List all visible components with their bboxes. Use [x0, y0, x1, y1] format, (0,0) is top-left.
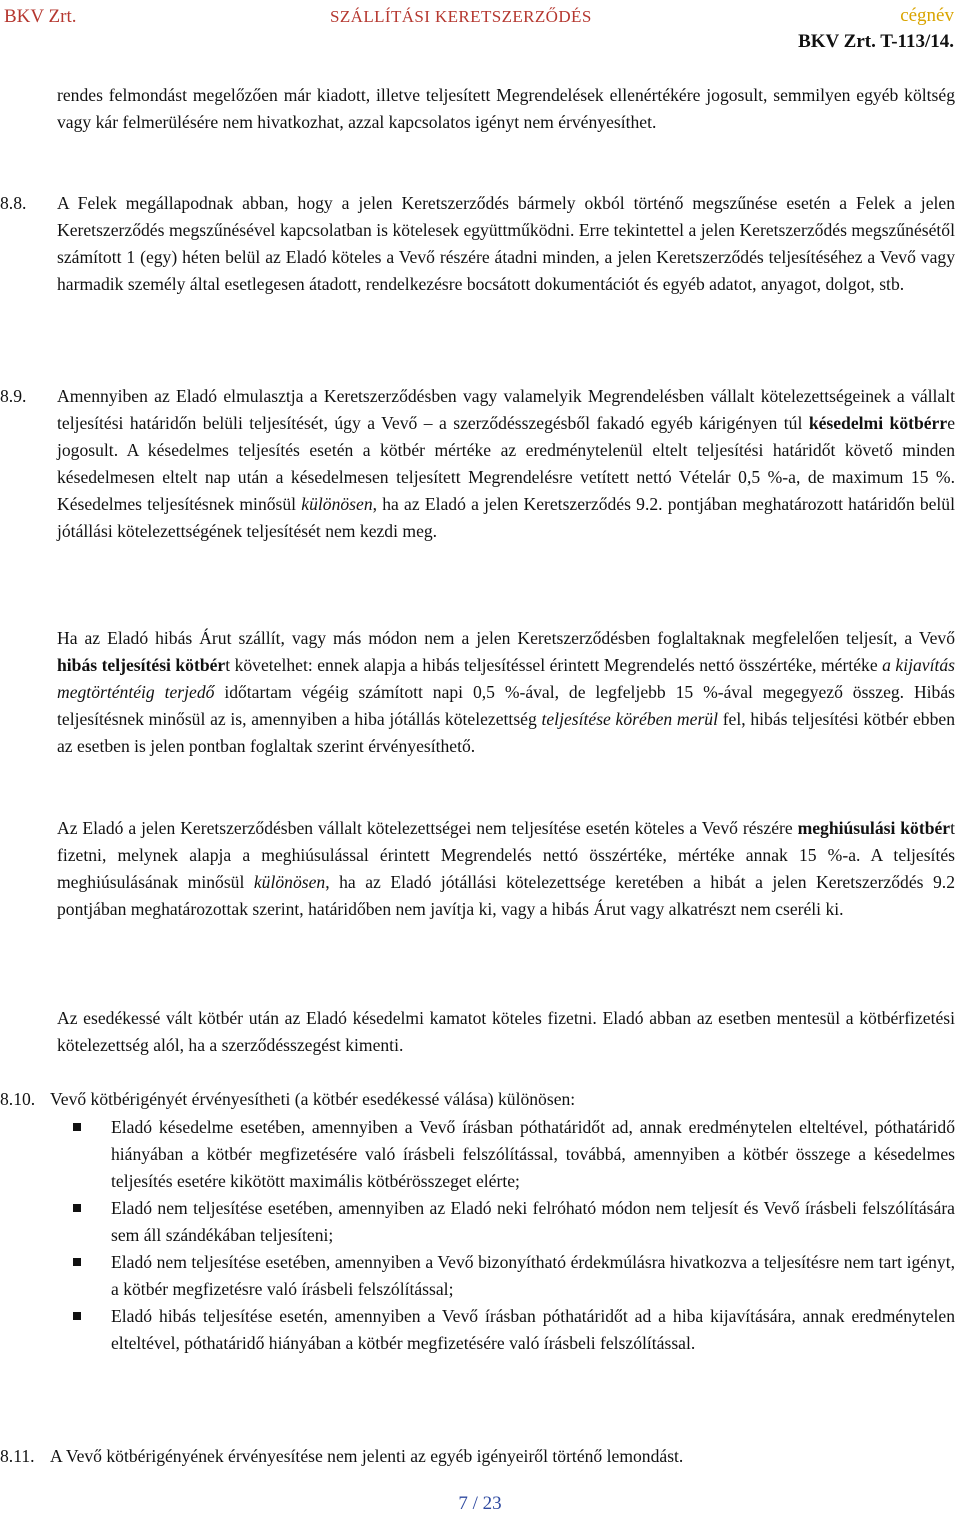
italic-run: különösen — [301, 494, 373, 514]
list-item-text: Eladó késedelme esetében, amennyiben a Vevő írásban póthatáridőt ad, annak eredménytelen elteltével, póthatáridő hiányában a kötbér megfizetésére való írásbeli felszólítással, továbbá, amennyiben a kötbér összege a késedelmes teljesítés esetére kikötött maximális kötbérösszeget elérte; — [111, 1117, 955, 1191]
header-reference: BKV Zrt. T-113/14. — [798, 31, 954, 52]
text-run: , ha az Eladó jótállási kötelezettsége keretében a hibát a jelen Keretszerződés 9.2 pontjában meghatározottak szerint, határidőben nem javítja ki, vagy a hibás Árut vagy alkatrészt nem cseréli ki. — [57, 872, 956, 919]
list-item — [0, 1114, 960, 1195]
italic-run: különösen — [253, 872, 326, 892]
paragraph-kesedelmi-kamat: Az esedékessé vált kötbér után az Eladó késedelmi kamatot köteles fizetni. Eladó abban az esetben mentesül a kötbérfizetési kötelezettség alól, ha a szerződésszegést kimenti. — [57, 1008, 955, 1055]
text-run: Az Eladó a jelen Keretszerződésben vállalt kötelezettségei nem teljesítése esetén köteles a Vevő részére — [57, 818, 798, 838]
italic-run: a kijavítás megtörténtéig terjedő — [57, 655, 955, 702]
text-run: fel, hibás teljesítési kötbér ebben az esetben is jelen pontban foglaltak szerint érvényesíthető. — [57, 709, 955, 756]
section-8-8-text: A Felek megállapodnak abban, hogy a jelen Keretszerződés bármely okból történő megszűnése esetén a Felek a jelen Keretszerződés megszűnésével kapcsolatban is kötelesek együttműködni. Erre tekintettel a jelen Keretszerződés megszűnésétől számított 1 (egy) héten belül az Eladó köteles a Vevő részére átadni minden, a jelen Keretszerződés teljesítéséhez a Vevő vagy harmadik személy által esetlegesen átadott, rendelkezésre bocsátott dokumentációt és egyéb adatot, anyagot, dolgot, stb. — [57, 193, 955, 294]
square-bullet-icon — [73, 1204, 81, 1212]
text-run: időtartam végéig számított napi 0,5 %-ával, de legfeljebb 15 %-ával megegyező összeg. Hibás teljesítésnek minősül az is, amennyiben a hiba jótállás kötelezettség — [57, 682, 956, 729]
list-item — [0, 1303, 960, 1357]
page-number: 7 / 23 — [458, 1493, 502, 1514]
bold-run: hibás teljesítési kötbér — [57, 655, 226, 675]
list-item-text: Eladó hibás teljesítése esetén, amennyiben a Vevő írásban póthatáridőt ad a hiba kijavítására, annak eredménytelen elteltével, póthatáridő hiányában a kötbér megfizetésére való írásbeli felszólítással. — [111, 1306, 955, 1353]
text-run: e jogosult. A késedelmes teljesítés esetén a kötbér mértéke az eredménytelenül eltelt teljesítési határidőt követő minden késedelmesen eltelt nap után a késedelmesen teljesített Megrendelésre vetített nettó Vételár 0,5 %-a, de maximum 15 %. Késedelmes teljesítésnek minősül — [57, 413, 955, 514]
section-number-8-8: 8.8. — [0, 193, 27, 213]
header-company: BKV Zrt. — [4, 6, 77, 27]
text-run: t fizetni, melynek alapja a meghiúsulással érintett Megrendelés nettó összértéke, mértéke annak 15 %-a. A teljesítés meghiúsulásának minősül — [57, 818, 955, 892]
list-item-text: Eladó nem teljesítése esetében, amennyiben az Eladó neki felróható módon nem teljesít és Vevő írásbeli felszólítására sem áll szándékában teljesíteni; — [111, 1198, 955, 1245]
italic-run: teljesítése körében merül — [541, 709, 718, 729]
header-brand: cégnév — [900, 5, 954, 26]
list-item-text: Eladó nem teljesítése esetében, amennyiben a Vevő bizonyítható érdekmúlásra hivatkozva a teljesítésre nem tart igényt, a kötbér megfizetésre való írásbeli felszólítással; — [111, 1252, 955, 1299]
text-run: Ha az Eladó hibás Árut szállít, vagy más módon nem a jelen Keretszerződésben foglaltaknak megfelelően teljesít, a Vevő — [57, 628, 955, 648]
condition-list — [0, 1114, 960, 1357]
bold-run: késedelmi kötbérr — [808, 413, 948, 433]
section-8-11-text: A Vevő kötbérigényének érvényesítése nem jelenti az egyéb igényeiről történő lemondást. — [50, 1446, 684, 1466]
square-bullet-icon — [73, 1258, 81, 1266]
section-8-10-text: Vevő kötbérigényét érvényesítheti (a kötbér esedékessé válása) különösen: — [50, 1089, 576, 1109]
section-number-8-10: 8.10. — [0, 1089, 36, 1109]
list-item — [0, 1195, 960, 1249]
page-header — [0, 0, 960, 54]
paragraph-meghiusulas — [57, 815, 955, 923]
square-bullet-icon — [73, 1312, 81, 1320]
text-run: , ha az Eladó a jelen Keretszerződés 9.2. pontjában meghatározott határidőn belül jótállási kötelezettségének teljesítését nem kezdi meg. — [57, 494, 955, 541]
text-run: t követelhet: ennek alapja a hibás teljesítéssel érintett Megrendelés nettó összértéke, mértéke — [225, 655, 883, 675]
list-item — [0, 1249, 960, 1303]
text-run: Amennyiben az Eladó elmulasztja a Keretszerződésben vagy valamelyik Megrendelésben vállalt kötelezettségeinek a vállalt teljesítési határidőn belüli teljesítését, úgy a Vevő – a szerződésszegésből fakadó egyéb kárigényen túl — [57, 386, 955, 433]
section-8-9-text — [57, 383, 955, 545]
paragraph-hibas-teljesites — [57, 625, 955, 760]
section-number-8-11: 8.11. — [0, 1446, 35, 1466]
bold-run: meghiúsulási kötbér — [797, 818, 951, 838]
header-title: SZÁLLÍTÁSI KERETSZERZŐDÉS — [330, 7, 592, 26]
square-bullet-icon — [73, 1123, 81, 1131]
paragraph-continuation: rendes felmondást megelőzően már kiadott, illetve teljesített Megrendelések ellenértékére jogosult, semmilyen egyéb költség vagy kár felmerülésére nem hivatkozhat, azzal kapcsolatos igényt nem érvényesíthet. — [57, 85, 955, 132]
section-number-8-9: 8.9. — [0, 386, 27, 406]
